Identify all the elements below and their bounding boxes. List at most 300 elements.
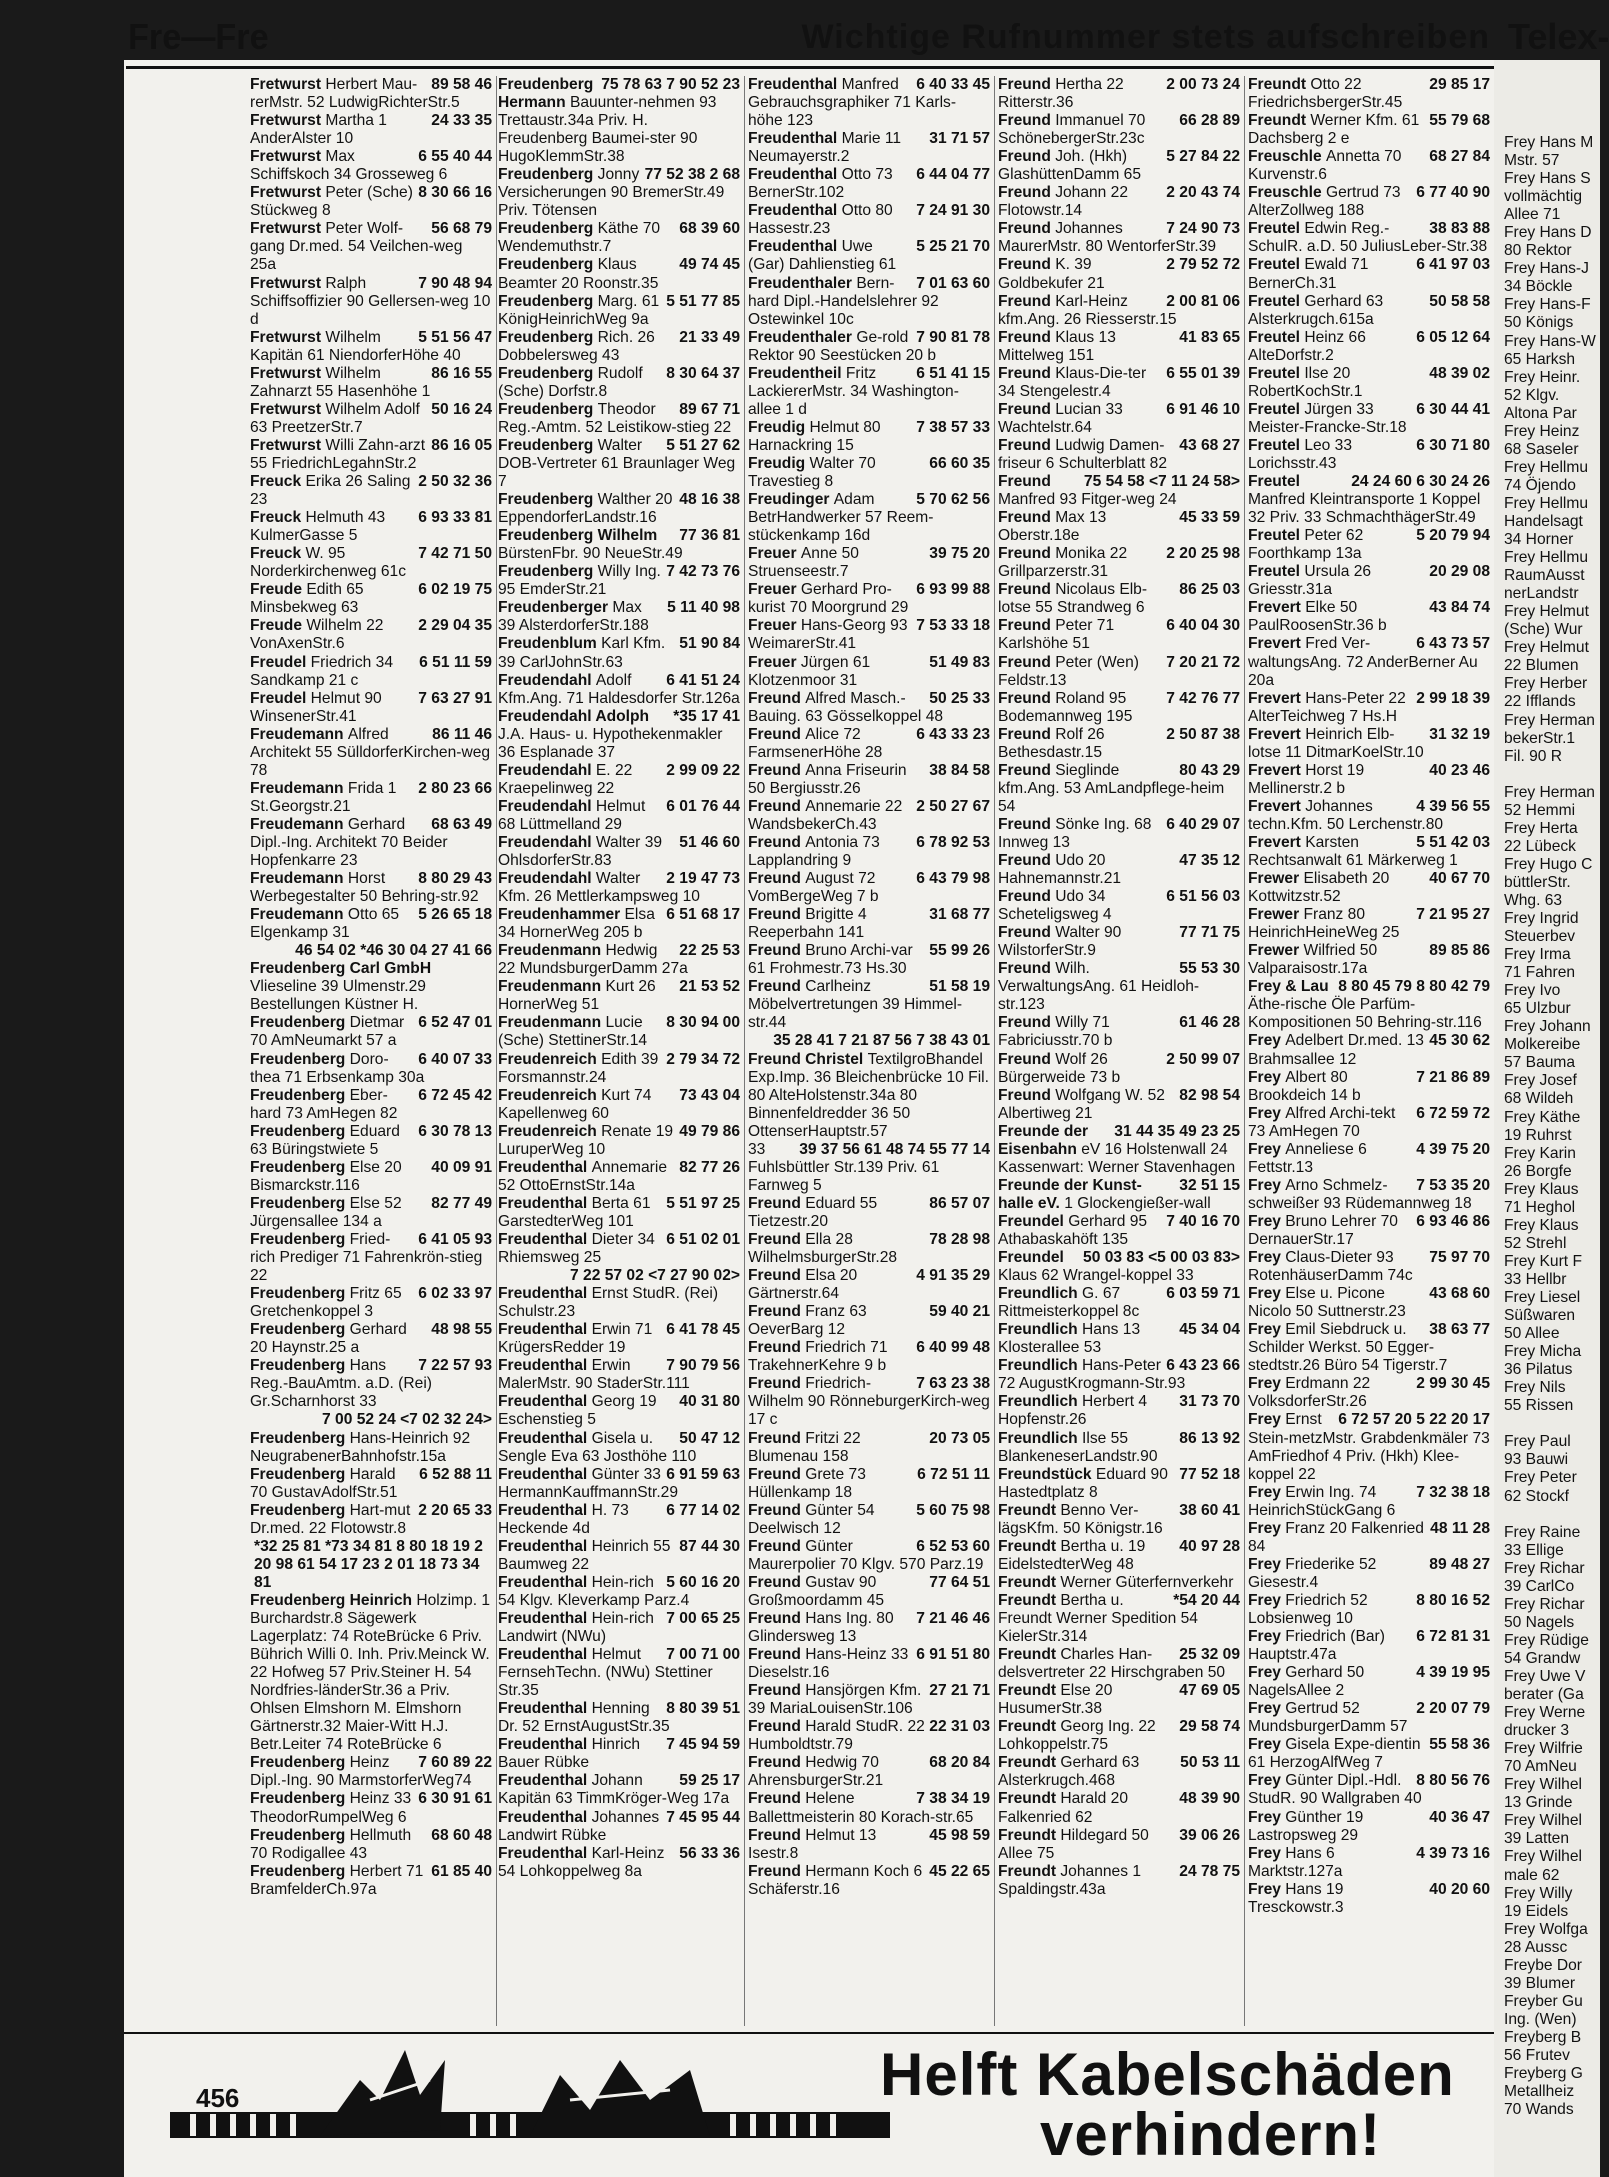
entry-details: Ilse 55 BlankeneserLandstr.90 (998, 1429, 1158, 1465)
entry-details: Georg Ing. 22 Lohkoppelstr.75 (998, 1718, 1156, 1754)
right-page-fragment: (Sche) Wur (1504, 621, 1583, 639)
entry-details: Hansjörgen Kfm. 39 MariaLouisenStr.106 (748, 1682, 922, 1718)
entry-details: Hans-Peter 22 AlterTeichweg 7 Hs.H (1248, 689, 1406, 725)
entry-phone: 2 79 52 72 (1166, 256, 1240, 274)
directory-entry (998, 1393, 1240, 1429)
entry-details: Horst 19 Mellinerstr.2 b (1248, 761, 1365, 797)
entry-details: Herbert 71 BramfelderCh.97a (250, 1862, 424, 1898)
directory-entry (250, 1357, 492, 1411)
entry-name: Freund (998, 256, 1056, 274)
entry-details: Hans 19 Tresckowstr.3 (1248, 1880, 1344, 1916)
directory-entry (250, 1754, 492, 1790)
entry-name: Freutel (1248, 400, 1305, 418)
directory-entry (498, 401, 740, 437)
entry-phone: 2 00 73 24 (1166, 76, 1240, 93)
entry-name: Freudenmann (498, 942, 606, 960)
directory-entry (250, 1321, 492, 1357)
directory-entry (1248, 329, 1490, 365)
entry-phone: 20 29 08 (1429, 563, 1490, 581)
entry-phone: 45 33 59 (1179, 509, 1240, 527)
directory-entry (250, 942, 492, 1014)
directory-entry (1248, 1105, 1490, 1141)
directory-entry (498, 635, 740, 671)
directory-entry (1248, 1881, 1490, 1917)
entry-name: Freutel (1248, 527, 1305, 545)
entry-name: Freudenthal (498, 1537, 592, 1555)
entry-details: Max Schiffskoch 34 Grosseweg 6 (250, 148, 448, 184)
entry-name: Freudig (748, 454, 810, 472)
entry-phone: 7 20 21 72 (1166, 653, 1240, 671)
entry-phone: 7 40 16 70 (1166, 1212, 1240, 1230)
entry-details: Eduard 63 Büringstwiete 5 (250, 1122, 400, 1158)
entry-details: Fried-rich Prediger 71 Fahrenkrön-stieg 22 (250, 1231, 483, 1285)
entry-details: Roland 95 Bodemannweg 195 (998, 689, 1133, 725)
directory-entry (1248, 942, 1490, 978)
entry-phone: 5 27 84 22 (1166, 148, 1240, 166)
entry-details: Alice 72 FarmsenerHöhe 28 (748, 725, 883, 761)
directory-entry (498, 329, 740, 365)
directory-column-5 (1248, 76, 1490, 2026)
entry-name: Frey (1248, 1068, 1286, 1086)
entry-name: Frey (1248, 1321, 1286, 1339)
right-page-fragment: Freyber Gu (1504, 1992, 1583, 2010)
cable-damage-ad (140, 2040, 1490, 2170)
entry-phone: 82 77 26 (679, 1158, 740, 1176)
entry-details: Else 20 Bismarckstr.116 (250, 1158, 402, 1194)
entry-phone: 77 71 75 (1179, 924, 1240, 942)
entry-name: Freund Christel (748, 1050, 868, 1068)
entry-name: Freund (748, 1303, 806, 1321)
entry-phone: 68 20 84 (929, 1754, 990, 1772)
right-page-fragment: nerLandstr (1504, 585, 1579, 603)
entry-name: Fretwurst (250, 184, 326, 202)
entry-details: Berta 61 GarstedterWeg 101 (498, 1194, 651, 1230)
entry-phone: 21 33 49 (679, 328, 740, 346)
entry-details: Hans-Heinz 33 Dieselstr.16 (748, 1646, 909, 1682)
entry-name: Frey (1248, 1664, 1286, 1682)
directory-entry (498, 1772, 740, 1808)
entry-name: Freund (998, 509, 1056, 527)
directory-entry (250, 870, 492, 906)
directory-entry (1248, 1484, 1490, 1520)
entry-details: Gustav 90 Großmoordamm 45 (748, 1573, 885, 1609)
entry-phone: 6 52 88 11 (419, 1465, 492, 1483)
entry-name: Freudenthal (498, 1501, 592, 1519)
entry-name: Freund (748, 1682, 806, 1700)
entry-details: Hedwig 70 AhrensburgerStr.21 (748, 1754, 884, 1790)
entry-phone: 7 00 71 00 (666, 1646, 740, 1664)
right-page-fragment: Frey Karin (1504, 1144, 1576, 1162)
directory-entry (498, 1087, 740, 1123)
entry-phone: 6 40 33 45 (916, 76, 990, 93)
right-page-fragment: 68 Wildeh (1504, 1090, 1574, 1108)
entry-details: H. 73 Heckende 4d (498, 1501, 629, 1537)
entry-phone: 6 52 47 01 (418, 1014, 492, 1032)
directory-entry (998, 1466, 1240, 1502)
entry-phone: 7 38 57 33 (916, 418, 990, 436)
entry-name: Freudenreich (498, 1050, 602, 1068)
entry-phone: 7 53 35 20 (1416, 1176, 1490, 1194)
entry-details: Johannes 1 Spaldingstr.43a (998, 1862, 1142, 1898)
directory-entry (250, 76, 492, 112)
entry-details: TextilgroBhandel Exp.Imp. 36 Bleichenbrücke 10 Fil. 80 AlteHolstenstr.34a 80 Binnenfeldredder 36 50 OttenserHauptstr.57 (748, 1050, 989, 1140)
entry-details: Emil Siebdruck u. Schilder Werkst. 50 Egger-stedtstr.26 Büro 54 Tigerstr.7 (1248, 1321, 1448, 1375)
entry-phone: 25 32 09 (1179, 1646, 1240, 1664)
entry-name: Freuschle (1248, 148, 1326, 166)
entry-name: Freund (748, 761, 806, 779)
entry-details: Hans Reg.-BauAmtm. a.D. (Rei) Gr.Scharnhorst 33 (250, 1357, 432, 1411)
right-page-fragment: Frey Willy (1504, 1884, 1573, 1902)
right-page-fragment: Frey Kurt F (1504, 1252, 1582, 1270)
entry-name: Freudenthal (498, 1194, 592, 1212)
directory-column-1 (250, 76, 492, 2026)
entry-name: Freudenberg (498, 292, 598, 310)
entry-phone: 77 36 81 (679, 527, 740, 545)
right-page-fragment: 28 Aussc (1504, 1938, 1568, 1956)
directory-entry (998, 1430, 1240, 1466)
entry-details: Manfred Gebrauchsgraphiker 71 Karls-höhe 123 (748, 76, 957, 130)
entry-name: Freund (748, 1375, 806, 1393)
directory-entry (748, 870, 990, 906)
entry-phone: 7 22 57 93 (418, 1357, 492, 1375)
entry-name: Freund (998, 1086, 1056, 1104)
directory-entry (250, 184, 492, 220)
directory-column-2 (498, 76, 740, 2026)
entry-details: Otto 73 BernerStr.102 (748, 166, 893, 202)
entry-phone: 6 01 76 44 (666, 797, 740, 815)
entry-details: Else 52 Jürgensallee 134 a (250, 1194, 402, 1230)
directory-entry (1248, 365, 1490, 401)
entry-phone: 45 98 59 (929, 1826, 990, 1844)
directory-entry (748, 76, 990, 130)
directory-entry (250, 1195, 492, 1231)
entry-phone: 6 30 91 61 (418, 1790, 492, 1808)
entry-details: Annemarie 22 WandsbekerCh.43 (748, 797, 903, 833)
entry-details: Gerhard 20 Haynstr.25 a (250, 1321, 407, 1357)
entry-phone: 5 26 65 18 (418, 906, 492, 924)
entry-phone: 86 57 07 (929, 1194, 990, 1212)
entry-name: Frey (1248, 1555, 1286, 1573)
right-page-fragment: Frey Wolfga (1504, 1920, 1588, 1938)
entry-details: Äthe-rische Öle Parfüm-Kompositionen 50 Behring-str.116 (1248, 996, 1482, 1032)
entry-details: Ernst Stein-metzMstr. Grabdenkmäler 73 AmFriedhof 4 Priv. (Hkh) Klee-koppel 22 (1248, 1411, 1490, 1483)
entry-name: Freund (998, 617, 1056, 635)
directory-entry (1248, 1845, 1490, 1881)
entry-details: Alfred Archi-tekt 73 AmHegen 70 (1248, 1104, 1396, 1140)
directory-entry (998, 852, 1240, 888)
directory-entry (250, 1087, 492, 1123)
entry-phone: 48 11 28 (1430, 1519, 1490, 1537)
right-page-fragment: Altona Par (1504, 404, 1577, 422)
entry-phone: 7 01 63 60 (916, 274, 990, 292)
page-header-left: Fre—Fre (128, 16, 269, 57)
entry-phone: 6 02 33 97 (418, 1285, 492, 1303)
entry-details: Walter 39 OhlsdorferStr.83 (498, 833, 663, 870)
entry-details: Otto 22 FriedrichsbergerStr.45 (1248, 76, 1403, 112)
entry-name: Freund (998, 436, 1056, 454)
ad-headline: Helft Kabelschäden (880, 2041, 1455, 2108)
right-page-fragment: berater (Ga (1504, 1686, 1584, 1704)
entry-name: Freudenberg (250, 1429, 350, 1447)
entry-phone: 5 60 75 98 (916, 1501, 990, 1519)
directory-entry (250, 654, 492, 690)
entry-phone: 61 85 40 (431, 1862, 492, 1880)
entry-details: Kurt 26 HornerWeg 51 (498, 978, 656, 1014)
entry-details: Hein-rich Landwirt (NWu) (498, 1609, 654, 1646)
entry-details: Sönke Ing. 68 Innweg 13 (998, 815, 1152, 851)
directory-entry (748, 202, 990, 238)
directory-entry (498, 166, 740, 220)
entry-phone: 40 23 46 (1429, 761, 1490, 779)
right-page-fragment: Frey Ingrid (1504, 910, 1579, 928)
entry-name: Freund (748, 1429, 806, 1447)
entry-phone: 49 74 45 (679, 256, 740, 274)
entry-name: Freutel (1248, 473, 1300, 491)
entry-details: Anna Friseurin 50 Bergiusstr.26 (748, 761, 907, 797)
entry-name: Frevert (1248, 635, 1306, 653)
directory-entry (998, 1321, 1240, 1357)
directory-entry (998, 401, 1240, 437)
entry-details: Martha 1 AnderAlster 10 (250, 112, 387, 148)
entry-details: Hans 6 Marktstr.127a (1248, 1844, 1343, 1880)
right-page-fragment: 33 Ellige (1504, 1541, 1564, 1559)
entry-phone: 51 58 19 (929, 978, 990, 996)
entry-details: Edith 65 Minsbekweg 63 (250, 581, 364, 617)
entry-name: Freutel (1248, 256, 1305, 274)
entry-phone: 48 16 38 (679, 491, 740, 509)
entry-name: Freudemann (250, 906, 348, 924)
entry-name: Freuck (250, 473, 306, 491)
directory-entry (748, 942, 990, 978)
directory-entry (998, 365, 1240, 401)
entry-name: Freudenberg (250, 1321, 350, 1339)
right-page-fragment: 68 Saseler (1504, 440, 1579, 458)
entry-details: Immanuel 70 SchönebergerStr.23c (998, 112, 1146, 148)
entry-details: Walter 90 WilstorferStr.9 (998, 924, 1122, 960)
entry-name: Freudenblum (498, 635, 602, 653)
right-page-fragment: 71 Heghol (1504, 1198, 1576, 1216)
directory-entry (1248, 148, 1490, 184)
entry-phone: 40 67 70 (1429, 870, 1490, 888)
directory-entry (748, 419, 990, 455)
entry-details: Willy Ing. 95 EmderStr.21 (498, 563, 661, 599)
directory-entry (748, 1610, 990, 1646)
directory-entry (1248, 762, 1490, 798)
right-page-fragment: 36 Pilatus (1504, 1361, 1573, 1379)
directory-entry (748, 1375, 990, 1429)
entry-name: Freund (748, 978, 806, 996)
directory-entry (498, 1700, 740, 1736)
entry-name: Freudenmann (498, 1014, 606, 1032)
directory-entry (748, 1303, 990, 1339)
entry-name: Freund (748, 833, 806, 851)
directory-entry (1248, 1177, 1490, 1213)
directory-entry (748, 491, 990, 545)
right-page-fragment: Frey Richar (1504, 1595, 1585, 1613)
entry-name: Freutel (1248, 563, 1305, 581)
entry-details: Edith 39 Forsmannstr.24 (498, 1050, 659, 1086)
entry-details: Walter Kfm. 26 Mettlerkampsweg 10 (498, 870, 700, 906)
entry-phone: 86 16 05 (431, 436, 492, 454)
right-page-fragment: Frey Rüdige (1504, 1631, 1589, 1649)
entry-name: Frevert (1248, 599, 1306, 617)
directory-entry (998, 220, 1240, 256)
directory-entry (498, 1195, 740, 1231)
directory-column-4 (998, 76, 1240, 2026)
entry-phone: 77 52 38 2 68 (644, 166, 740, 184)
entry-name: Freundt (1248, 76, 1311, 93)
entry-name: Freutel (1248, 436, 1305, 454)
entry-details: Franz 20 Falkenried 84 (1248, 1519, 1424, 1555)
entry-name: Freund (998, 148, 1056, 166)
right-page-fragment (1504, 1415, 1600, 1433)
entry-name: Freudenberg (250, 1194, 350, 1212)
entry-name: Freundt (998, 1682, 1061, 1700)
entry-phone: 6 51 02 01 (666, 1231, 740, 1248)
entry-details: Karl-Heinz 54 Lohkoppelweg 8a (498, 1844, 665, 1880)
directory-entry (1248, 1809, 1490, 1845)
entry-phone: 24 33 35 (431, 112, 492, 130)
entry-details: Fritzi 22 Blumenau 158 (748, 1429, 861, 1465)
directory-entry (250, 1538, 492, 1755)
entry-details: Dieter 34 Rhiemsweg 25 (498, 1231, 655, 1267)
entry-phone: 6 55 01 39 (1166, 364, 1240, 382)
entry-phone: 29 85 17 (1429, 76, 1490, 93)
entry-phone: 7 45 95 44 (666, 1808, 740, 1826)
entry-name: Freudenthal (498, 1321, 592, 1339)
entry-name: Freuer (748, 617, 801, 635)
entry-name: Freude (250, 581, 307, 599)
entry-phone: 40 36 47 (1429, 1808, 1490, 1826)
entry-phone: 5 51 42 03 (1416, 833, 1490, 851)
entry-phone: 6 72 81 31 (1416, 1628, 1490, 1646)
entry-phone: 6 41 05 93 (418, 1231, 492, 1248)
entry-phone: 4 39 56 55 (1416, 797, 1490, 815)
entry-details: Wolfgang W. 52 Albertiweg 21 (998, 1086, 1165, 1122)
directory-entry (998, 1357, 1240, 1393)
right-page-fragment: Frey Heinr. (1504, 368, 1581, 386)
entry-phone: 31 68 77 (929, 906, 990, 924)
entry-details: Günter Maurerpolier 70 Klgv. 570 Parz.19 (748, 1537, 984, 1573)
entry-details: Lucian 33 Wachtelstr.64 (998, 400, 1123, 436)
entry-phone: 6 05 12 64 (1416, 328, 1490, 346)
directory-entry (1248, 1736, 1490, 1772)
entry-details: Ludwig Damen-friseur 6 Schulterblatt 82 (998, 436, 1168, 472)
entry-details: Werner Kfm. 61 Dachsberg 2 e (1248, 112, 1420, 148)
entry-name: Freudentheil (748, 364, 846, 382)
entry-phone: 49 79 86 (679, 1122, 740, 1140)
entry-details: Fritz 65 Gretchenkoppel 3 (250, 1285, 402, 1321)
entry-details: Annemarie 52 OttoErnstStr.14a (498, 1158, 667, 1194)
entry-name: Frey (1248, 1591, 1286, 1609)
directory-entry (748, 1267, 990, 1303)
right-page-fragment: 70 Wands (1504, 2101, 1574, 2119)
directory-entry (498, 1610, 740, 1646)
directory-entry (998, 1827, 1240, 1863)
right-page-fragment: Frey Heinz (1504, 422, 1580, 440)
entry-name: Freunde der Eisenbahn (998, 1122, 1089, 1158)
directory-entry (998, 1592, 1240, 1646)
entry-name: Frevert (1248, 761, 1306, 779)
entry-name: Freund (748, 906, 806, 924)
entry-phone: 6 93 46 86 (1416, 1212, 1490, 1230)
entry-name: Freudenthaler (748, 274, 857, 292)
entry-details: Hermann Koch 6 Schäferstr.16 (748, 1862, 923, 1898)
entry-details: Gertrud 52 MundsburgerDamm 57 (1248, 1700, 1408, 1736)
entry-details: Helene Ballettmeisterin 80 Korach-str.65 (748, 1790, 974, 1826)
entry-name: Freund (998, 689, 1056, 707)
entry-phone: 7 21 95 27 (1416, 906, 1490, 924)
directory-entry (250, 401, 492, 437)
right-page-fragment: 33 Hellbr (1504, 1270, 1567, 1288)
entry-details: Wolf 26 Bürgerweide 73 b (998, 1050, 1121, 1086)
entry-details: Erwin Ing. 74 HeinrichStückGang 6 (1248, 1483, 1396, 1519)
directory-entry (498, 1393, 740, 1429)
entry-phone: 86 25 03 (1179, 581, 1240, 599)
entry-phone: 77 52 18 (1179, 1465, 1240, 1483)
directory-entry (250, 509, 492, 545)
directory-entry (498, 708, 740, 762)
entry-details: Eduard 55 Tietzestr.20 (748, 1194, 878, 1230)
entry-name: Freudenreich (498, 1122, 602, 1140)
directory-entry (1248, 726, 1490, 762)
directory-entry (250, 275, 492, 329)
entry-details: Wilh. VerwaltungsAng. 61 Heidloh-str.123 (998, 960, 1200, 1014)
right-page-fragment: Frey Richar (1504, 1559, 1585, 1577)
right-page-fragment (1504, 1506, 1600, 1524)
entry-details: Charles Han-delsvertreter 22 Hirschgraben 50 (998, 1646, 1226, 1682)
right-page-fragment: Frey Wilhel (1504, 1812, 1582, 1830)
entry-details: Willi Zahn-arzt 55 FriedrichLegahnStr.2 (250, 436, 426, 472)
entry-phone: 8 80 45 79 8 80 42 79 (1338, 978, 1490, 996)
entry-name: Freudenberg (498, 256, 598, 274)
entry-phone: 6 44 04 77 (916, 166, 990, 184)
directory-entry (498, 906, 740, 942)
entry-name: Freudenhammer (498, 906, 625, 924)
directory-entry (498, 1502, 740, 1538)
entry-details: Eduard 90 Hastedtplatz 8 (998, 1465, 1168, 1501)
entry-details: Herbert 4 Hopfenstr.26 (998, 1393, 1148, 1429)
entry-phone: 45 30 62 (1429, 1032, 1490, 1050)
entry-details: Peter Wolf-gang Dr.med. 54 Veilchen-weg 25a (250, 220, 463, 274)
entry-details: Peter 71 Karlshöhe 51 (998, 617, 1115, 653)
directory-entry (1248, 978, 1490, 1032)
right-page-fragment: 93 Bauwi (1504, 1451, 1569, 1469)
entry-name: Frey (1248, 1808, 1286, 1826)
entry-name: Freundt (998, 1537, 1061, 1555)
entry-details: 1 Glockengießer-wall (1064, 1194, 1211, 1212)
directory-entry (748, 1231, 990, 1267)
entry-details: BürstenFbr. 90 NeueStr.49 (498, 545, 683, 563)
entry-name: Freudendahl Adolph (498, 707, 650, 725)
entry-phone: 5 70 62 56 (916, 491, 990, 509)
directory-entry (748, 1195, 990, 1231)
directory-entry (498, 293, 740, 329)
entry-details: Ella 28 WilhelmsburgerStr.28 (748, 1231, 898, 1267)
entry-phone: 6 77 40 90 (1416, 184, 1490, 202)
entry-phone: 75 54 58 <7 11 24 58> (1083, 473, 1240, 491)
entry-name: Freund (998, 328, 1056, 346)
entry-phone: 6 91 51 80 (916, 1646, 990, 1664)
entry-phone: 7 42 71 50 (418, 545, 492, 563)
entry-phone: 21 53 52 (679, 978, 740, 996)
entry-details: Horst Werbegestalter 50 Behring-str.92 (250, 870, 479, 906)
entry-name: Frey (1248, 1628, 1286, 1646)
right-page-fragment: 56 Frutev (1504, 2046, 1570, 2064)
entry-phone: 40 97 28 (1179, 1537, 1240, 1555)
directory-entry (250, 365, 492, 401)
right-page-fragment: Frey Helmut (1504, 639, 1589, 657)
